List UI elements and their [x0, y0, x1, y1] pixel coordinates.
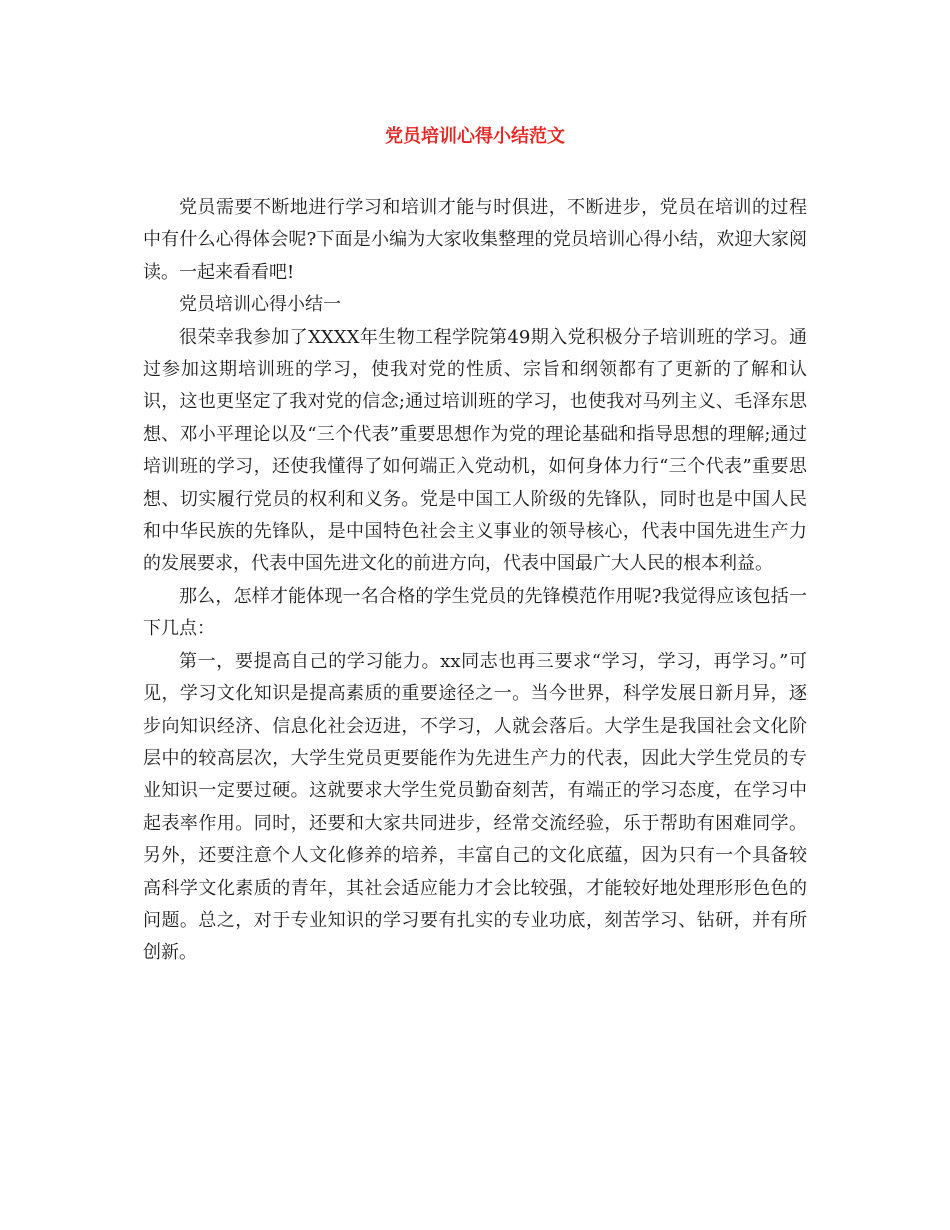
paragraph: 第一，要提高自己的学习能力。xx同志也再三要求“学习，学习，再学习。”可见，学习文化知识是提高素质的重要途径之一。当今世界，科学发展日新月异，逐步向知识经济、信息化社会迈进，不学习，人就会落后。大学生是我国社会文化阶层中的较高层次，大学生党员更要能作为先进生产力的代表，因此大学生党员的专业知识一定要过硬。这就要求大学生党员勤奋刻苦，有端正的学习态度，在学习中起表率作用。同时，还要和大家共同进步，经常交流经验，乐于帮助有困难同学。另外，还要注意个人文化修养的培养，丰富自己的文化底蕴，因为只有一个具备较高科学文化素质的青年，其社会适应能力才会比较强，才能较好地处理形形色色的问题。总之，对于专业知识的学习要有扎实的专业功底，刻苦学习、钻研，并有所创新。 [143, 650, 807, 964]
paragraph: 那么，怎样才能体现一名合格的学生党员的先锋模范作用呢?我觉得应该包括一下几点： [143, 585, 807, 640]
paragraph: 很荣幸我参加了XXXX年生物工程学院第49期入党积极分子培训班的学习。通过参加这期培训班的学习，使我对党的性质、宗旨和纲领都有了更新的了解和认识，这也更坚定了我对党的信念;通过培训班的学习，也使我对马列主义、毛泽东思想、邓小平理论以及“三个代表”重要思想作为党的理论基础和指导思想的理解;通过培训班的学习，还使我懂得了如何端正入党动机，如何身体力行“三个代表”重要思想、切实履行党员的权利和义务。党是中国工人阶级的先锋队，同时也是中国人民和中华民族的先锋队，是中国特色社会主义事业的领导核心，代表中国先进生产力的发展要求，代表中国先进文化的前进方向，代表中国最广大人民的根本利益。 [143, 326, 807, 575]
section-heading: 党员培训心得小结一 [179, 294, 341, 316]
page-title: 党员培训心得小结范文 [385, 126, 565, 147]
document-body [143, 192, 807, 970]
paragraph-intro: 党员需要不断地进行学习和培训才能与时俱进，不断进步，党员在培训的过程中有什么心得体会呢?下面是小编为大家收集整理的党员培训心得小结，欢迎大家阅读。一起来看看吧! [143, 197, 807, 283]
